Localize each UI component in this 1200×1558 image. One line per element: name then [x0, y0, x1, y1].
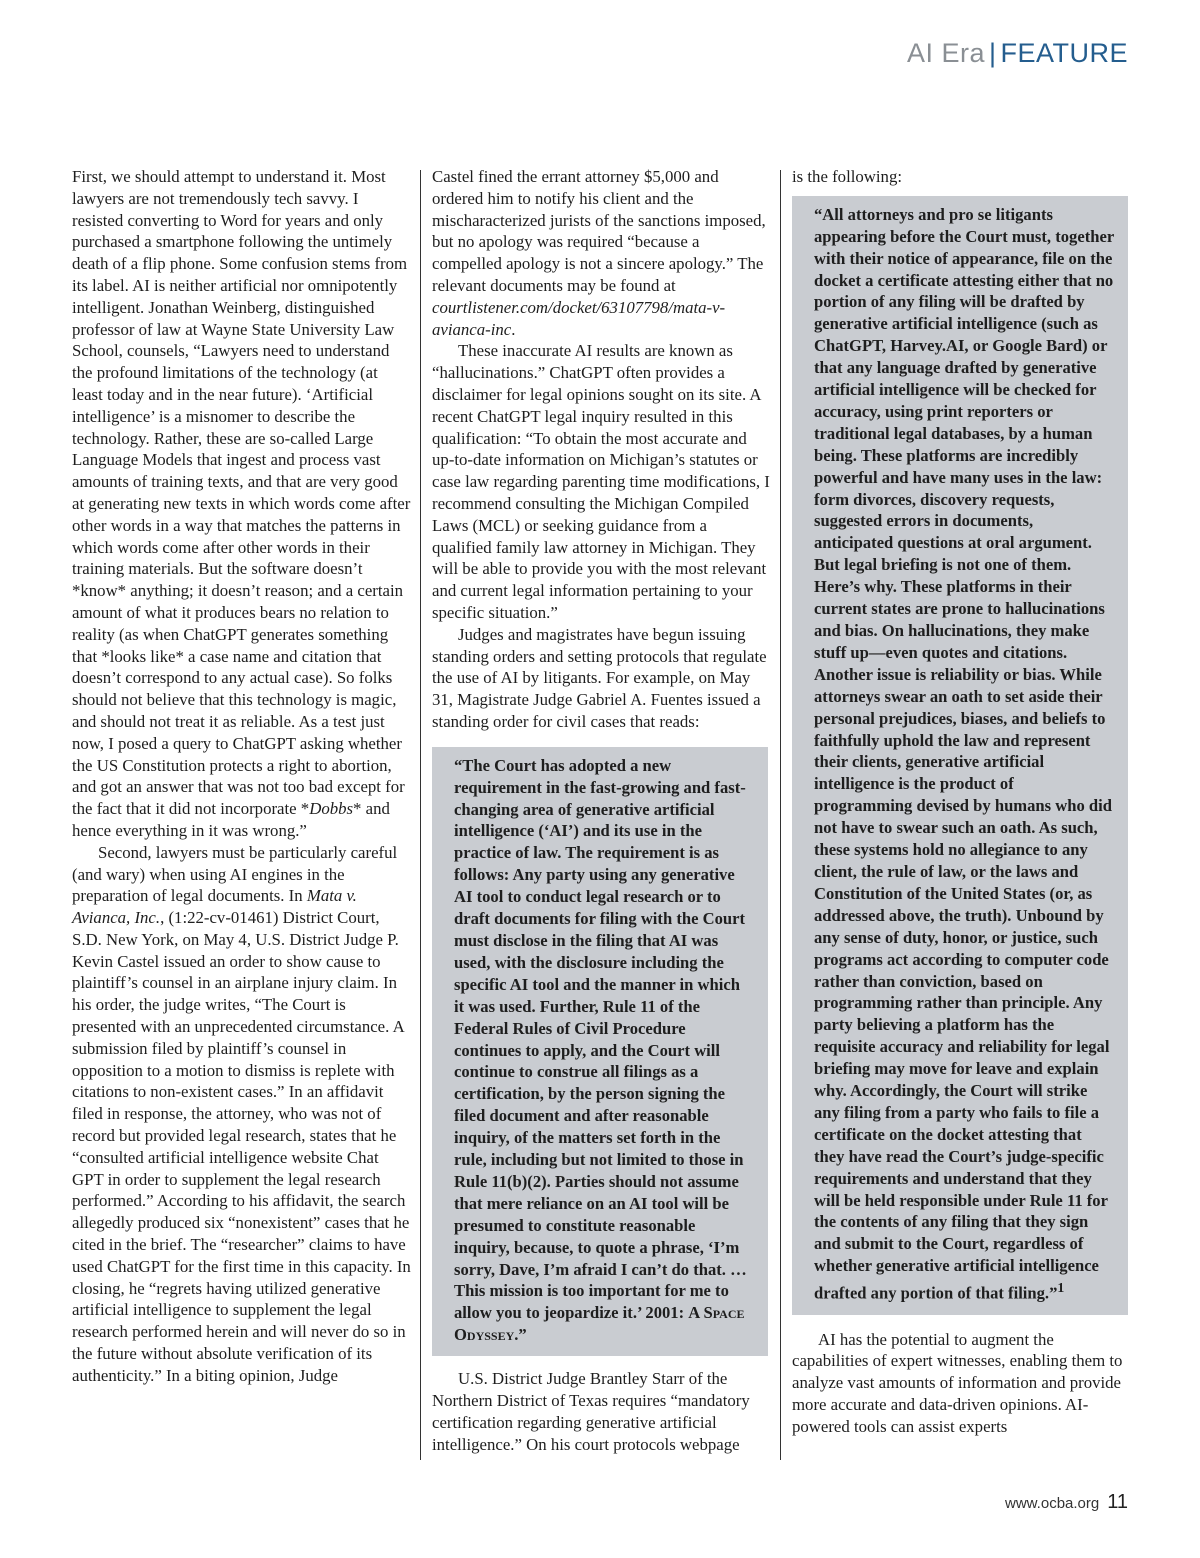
header-section: AI Era: [906, 38, 985, 68]
footer-url: www.ocba.org: [1005, 1495, 1100, 1512]
paragraph: U.S. District Judge Brantley Starr of the Northern District of Texas requires “mandatory certification regarding generative artificial intelligence.” On his court protocols webpage: [432, 1369, 750, 1454]
column-1: [72, 166, 412, 1387]
paragraph: First, we should attempt to understand it. Most lawyers are not tremendously tech savvy. I resisted converting to Word for years and only purchased a smartphone following the untimely death of a flip phone. Some confusion stems from its label. AI is neither artificial nor omnipotently intelligent. Jonathan Weinberg, distinguished professor of law at Wayne State University Law School, counsels, “Lawyers need to understand the profound limitations of the technology (at least today and in the near future). ‘Artificial intelligence’ is a misnomer to describe the technology. Rather, these are so-called Large Language Models that ingest and process vast amounts of training texts, and that are very good at generating new texts in which words come after other words in a way that matches the patterns in which words come after other words in their training materials. But the software doesn’t *know* anything; it doesn’t reason; and a certain amount of what it produces bears no relation to reality (as when ChatGPT generates something that *looks like* a case name and citation that doesn’t correspond to any actual case). So folks should not believe that this technology is magic, and should not treat it as reliable. As a test just now, I posed a query to ChatGPT asking whether the US Constitution protects a right to abortion, and got an answer that was not too bad except for the fact that it did not incorporate *Dobbs* and hence everything in it was wrong.”: [72, 167, 411, 840]
paragraph: Castel fined the errant attorney $5,000 and ordered him to notify his client and the mischaracterized jurists of the sanctions imposed, but no apology was required “because a compelled apology is not a sincere apology.” The relevant documents may be found at courtlistener.com/docket/63107798/mata-v-avianca-inc.: [432, 167, 766, 339]
running-header: [907, 38, 1128, 69]
certificate-quote: “All attorneys and pro se litigants appearing before the Court must, together with their notice of appearance, file on the docket a certificate attesting either that no portion of any filing will be drafted by generative artificial intelligence (such as ChatGPT, Harvey.AI, or Google Bard) or that any language drafted by generative artificial intelligence will be checked for accuracy, using print reporters or traditional legal databases, by a human being. These platforms are incredibly powerful and have many uses in the law: form divorces, discovery requests, suggested errors in documents, anticipated questions at oral argument. But legal briefing is not one of them. Here’s why. These platforms in their current states are prone to hallucinations and bias. On hallucinations, they make stuff up—even quotes and citations. Another issue is reliability or bias. While attorneys swear an oath to set aside their personal prejudices, biases, and beliefs to faithfully uphold the law and represent their clients, generative artificial intelligence is the product of programming devised by humans who did not have to swear such an oath. As such, these systems hold no allegiance to any client, the rule of law, or the laws and Constitution of the United States (or, as addressed above, the truth). Unbound by any sense of duty, honor, or justice, such programs act according to computer code rather than conviction, based on programming rather than principle. Any party believing a platform has the requisite accuracy and reliability for legal briefing may move for leave and explain why. Accordingly, the Court will strike any filing from a party who fails to file a certificate on the docket attesting that they have read the Court’s judge-specific requirements and understand that they will be held responsible under Rule 11 for the contents of any filing that they sign and submit to the Court, regardless of whether generative artificial intelligence drafted any portion of that filing.”$^1$: [792, 196, 1128, 1315]
footnote-marker: 1: [1057, 1280, 1065, 1296]
film-title: A Space Odyssey: [454, 1303, 745, 1345]
page-footer: [1005, 1491, 1128, 1514]
case-name-italic: Dobbs: [309, 799, 354, 819]
column-rule-1: [420, 170, 421, 1460]
paragraph: AI has the potential to augment the capabilities of expert witnesses, enabling them to analyze vast amounts of information and provide more accurate and data-driven opinions. AI-powered tools can assist experts: [792, 1329, 1123, 1436]
column-rule-2: [780, 170, 781, 1460]
paragraph: Second, lawyers must be particularly careful (and wary) when using AI engines in the preparation of legal documents. In Mata v. Avianca, Inc., (1:22-cv-01461) District Court, S.D. New York, on May 4, U.S. District Judge P. Kevin Castel issued an order to show cause to plaintiff’s counsel in an airplane injury claim. In his order, the judge writes, “The Court is presented with an unprecedented circumstance. A submission filed by plaintiff’s counsel in opposition to a motion to dismiss is replete with citations to non-existent cases.” In an affidavit filed in response, the attorney, who was not of record but provided legal research, states that he “consulted artificial intelligence website Chat GPT in order to supplement the legal research performed.” According to his affidavit, the search allegedly produced six “nonexistent” cases that he cited in the brief. The “researcher” claims to have used ChatGPT for the first time in this capacity. In closing, he “regrets having utilized generative artificial intelligence to supplement the legal research performed herein and will never do so in the future without absolute verification of its authenticity.” In a biting opinion, Judge: [72, 842, 411, 1385]
standing-order-quote: “The Court has adopted a new requirement in the fast-growing and fast-changing area of generative artificial intelligence (‘AI’) and its use in the practice of law. The requirement is as follows: Any party using any generative AI tool to conduct legal research or to draft documents for filing with the Court must disclose in the filing that AI was used, with the disclosure including the specific AI tool and the manner in which it was used. Further, Rule 11 of the Federal Rules of Civil Procedure continues to apply, and the Court will continue to construe all filings as a certification, by the person signing the filed document and after reasonable inquiry, of the matters set forth in the rule, including but not limited to those in Rule 11(b)(2). Parties should not assume that mere reliance on an AI tool will be presumed to constitute reasonable inquiry, because, to quote a phrase, ‘I’m sorry, Dave, I’m afraid I can’t do that. … This mission is too important for me to allow you to jeopardize it.’ 2001: A Space Odyssey.”: [432, 747, 768, 1356]
page-number: 11: [1107, 1491, 1128, 1513]
header-feature-label: FEATURE: [1000, 38, 1128, 68]
docket-link-text: courtlistener.com/docket/63107798/mata-v-avianca-inc: [432, 297, 726, 339]
paragraph: These inaccurate AI results are known as “hallucinations.” ChatGPT often provides a disclaimer for legal opinions sought on its site. A recent ChatGPT legal inquiry resulted in this qualification: “To obtain the most accurate and up-to-date information on Michigan’s statutes or case law regarding parenting time modifications, I recommend consulting the Michigan Compiled Laws (MCL) or seeking guidance from a qualified family law attorney in Michigan. They will be able to provide you with the most relevant and current legal information pertaining to your specific situation.”: [432, 341, 770, 622]
column-3: [792, 166, 1128, 1438]
paragraph: Judges and magistrates have begun issuing standing orders and setting protocols that regulate the use of AI by litigants. For example, on May 31, Magistrate Judge Gabriel A. Fuentes issued a standing order for civil cases that reads:: [432, 624, 767, 731]
case-name-italic: Mata v. Avianca, Inc.: [72, 886, 357, 928]
column-2: [432, 166, 770, 1455]
header-separator: |: [988, 38, 997, 68]
paragraph: is the following:: [792, 167, 903, 186]
